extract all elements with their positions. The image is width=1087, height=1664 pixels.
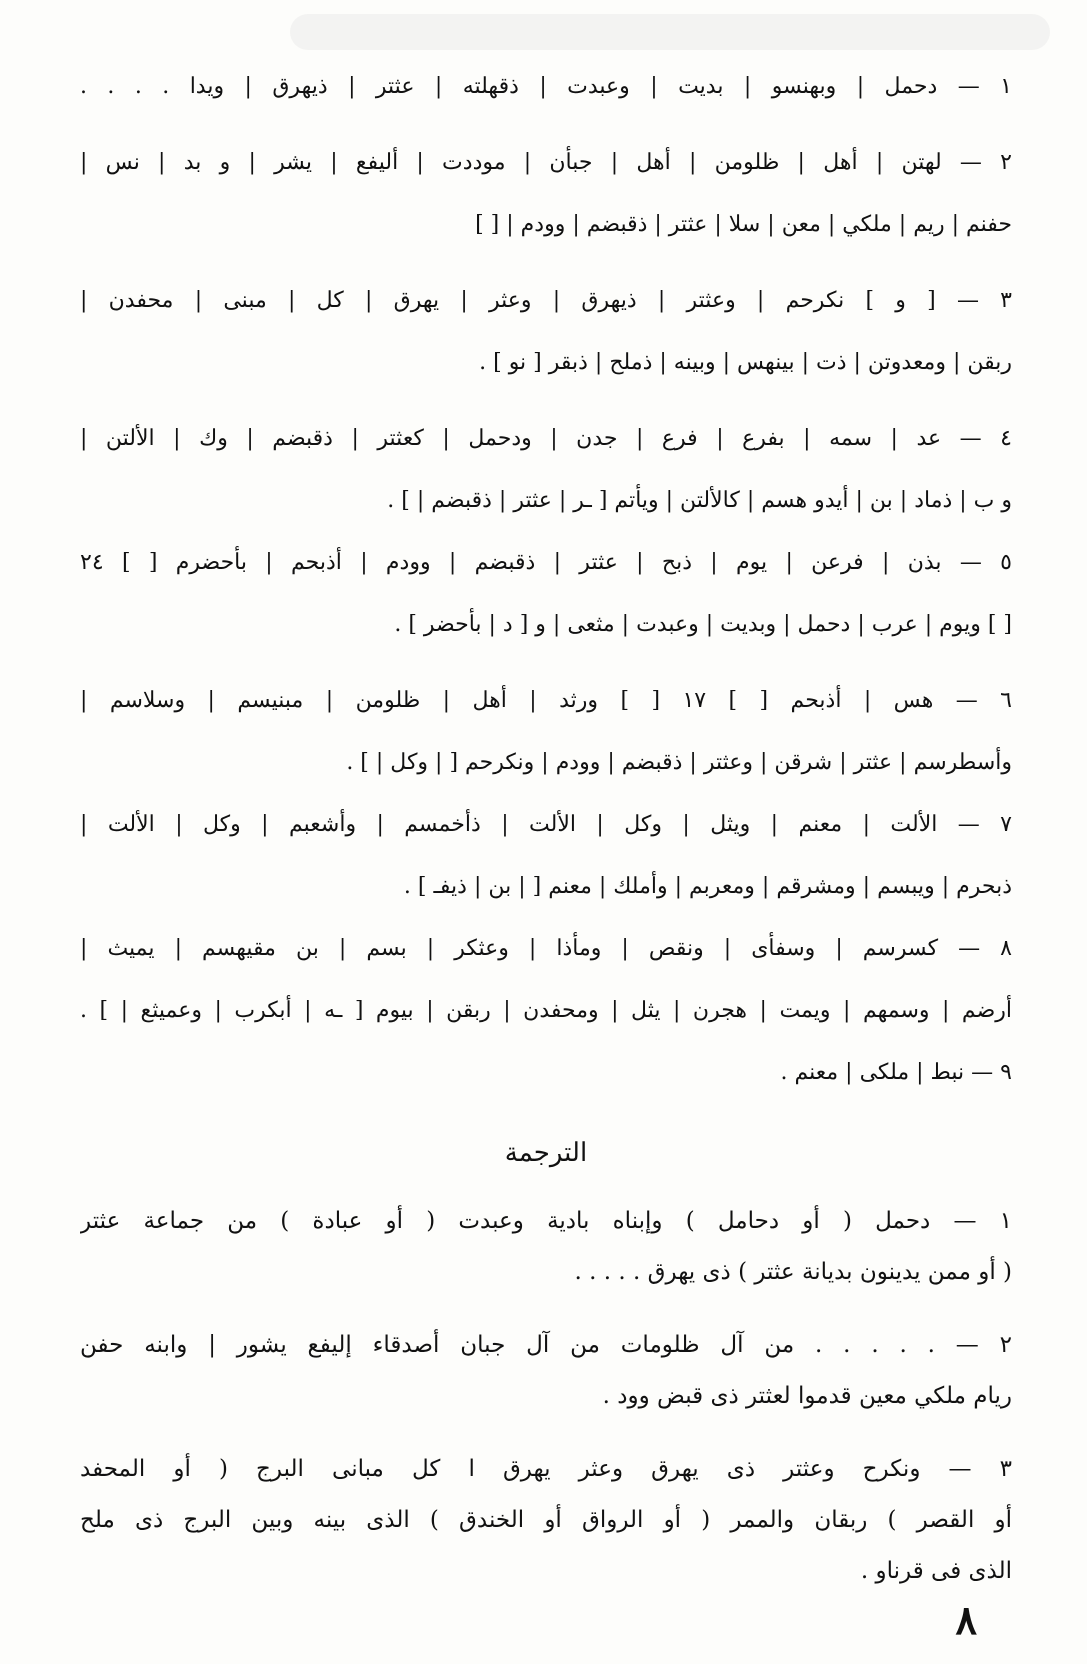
translation-line: ٢ — . . . . . من آل ظلومات من آل جبان أصدقاء إليفع يشور | وابنه حفن [80, 1332, 1012, 1358]
inscription-line: ١ — دحمل | وبهنسو | بديت | وعبدت | ذقهلته | عثتر | ذيهرق | ويدا . . . . [80, 74, 1012, 99]
inscription-line: ٥ — بذن | فرعن | يوم | ذبح | عثتر | ذقبضم | وودم | أذبحم | بأحضرم [ ] ٢٤ [80, 550, 1012, 575]
inscription-line: حفنم | ريم | ملكي | معن | سلا | عثتر | ذقبضم | وودم | [ ] [475, 212, 1012, 237]
section-heading: الترجمة [504, 1138, 588, 1168]
inscription-line: ٨ — كسرسم | وسفأى | ونقص | ومأذا | وعثكر | بسم | بن مقيهسم | يميث | [80, 936, 1012, 961]
translation-line: ٣ — ونكرح وعثتر ذى يهرق وعثر يهرق ا كل مبانى البرج ( أو المحفد [80, 1456, 1012, 1482]
inscription-line: ٦ — هس | أذبحم [ ] ١٧ [ ] ورثد | أهل | ظلومن | مبنيسم | وسلاسم | [80, 688, 1012, 713]
inscription-line: و ب | ذماد | بن | أيدو هسم | كالألتن | ويأتم [ ـر | عثتر | ذقبضم | ] . [387, 488, 1012, 513]
translation-line: أو القصر ) ربقان والممر ( أو الرواق أو الخندق ) الذى بينه وبين البرج ذى ملح [80, 1507, 1012, 1533]
inscription-line: ٤ — عد | سمه | بفرع | فرع | جدن | ودحمل | كعثتر | ذقبضم | وك | الألتن | [80, 426, 1012, 451]
inscription-line: وأسطرسم | عثتر | شرقن | وعثتر | ذقبضم | وودم | ونكرحم [ | وكل | ] . [346, 750, 1012, 775]
scan-shadow [290, 14, 1050, 50]
inscription-line: [ ] ويوم | عرب | دحمل | وبديت | وعبدت | مثعى | و [ د | بأحضر ] . [394, 612, 1012, 637]
inscription-line: ربقن | ومعدوتن | ذت | بينهس | وبينه | ذملح | ذبقر [ نو ] . [479, 350, 1012, 375]
translation-text [80, 1196, 1012, 1597]
inscription-line: ذبحرم | ويبسم | ومشرقم | ومعربم | وأملك | معنم [ | بن | ذيفـ ] . [403, 874, 1012, 899]
translation-line: ( أو ممن يدينون بديانة عثتر ) ذى يهرق . . . . . [574, 1259, 1012, 1285]
inscription-text [80, 56, 1012, 1104]
translation-line: الذى فى قرناو . [860, 1558, 1012, 1584]
translation-line: ريام ملكي معين قدموا لعثتر ذى قبض وود . [602, 1383, 1012, 1409]
inscription-line: ٢ — لهتن | أهل | ظلومن | أهل | جبأن | موددت | أليفع | يشر | و بد | نس | [80, 150, 1012, 175]
inscription-line: أرضم | وسمهم | ويمت | هجرن | يثل | ومحفدن | ربقن | بيوم [ ـه | أبكرب | وعميثع | ] . [80, 998, 1012, 1023]
translation-line: ١ — دحمل ( أو دحامل ) وإبناه بادية وعبدت ( أو عبادة ) من جماعة عثتر [80, 1208, 1012, 1234]
inscription-line: ٧ — الألت | معنم | ويثل | وكل | الألت | ذأخمسم | وأشعبم | وكل | الألت | [80, 812, 1012, 837]
inscription-line: ٩ — نبط | ملكى | معنم . [780, 1060, 1012, 1085]
page-number: ٨ [955, 1597, 977, 1644]
inscription-line: ٣ — [ و ] نكرحم | وعثتر | ذيهرق | وعثر | يهرق | كل | مبنى | محفدن | [80, 288, 1012, 313]
